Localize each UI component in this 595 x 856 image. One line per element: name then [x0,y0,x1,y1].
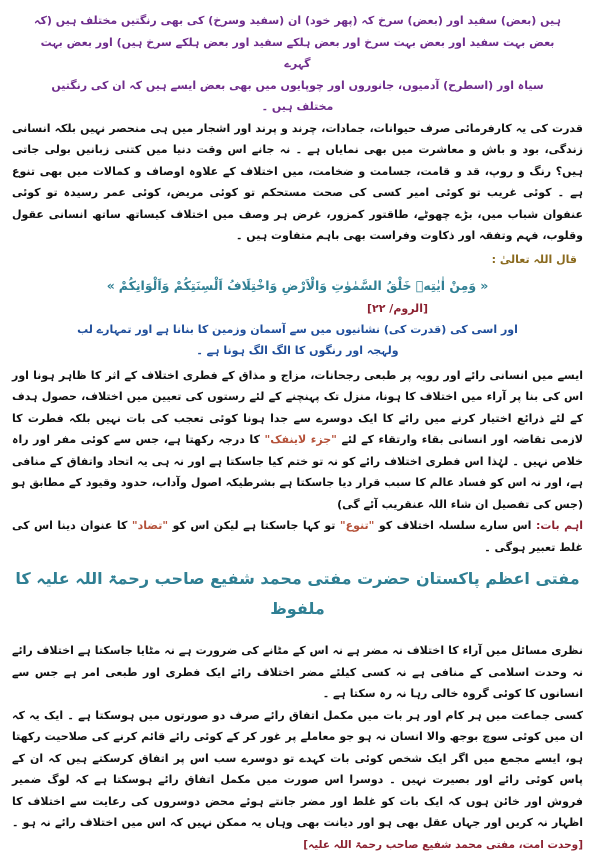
paragraph-text: کا درجہ رکھتا ہے، جس سے کوئی مفر اور راہ خلاص نہیں ۔ لہٰذا اس فطری اختلاف رائے کو نہ تو ختم کیا جاسکتا ہے اور نہ ہی یہ اتحاد واتفاق کے منافی ہے، اور نہ اس کو فساد عالم کا سبب قرار دیا جاسکتا ہے بشرطیکہ اصول وآداب، حدود وقیود کے مطابق ہو (جس کی تفصیل ان شاء اللہ عنقریب آئے گی) [12,433,583,511]
quran-ayah [12,273,583,299]
note-text: کا عنوان دینا اس کی غلط تعبیر ہوگی ۔ [12,519,583,554]
paragraph-mufti-quote-1: نظری مسائل میں آراء کا اختلاف نہ مضر ہے نہ اس کے مٹانے کی ضرورت ہے نہ مٹایا جاسکتا ہے اختلاف رائے نہ وحدت اسلامی کے منافی ہے نہ کسی کیلئے مضر اختلاف رائے ایک فطری اور طبعی امر ہے جس سے انسانوں کا کوئی گروہ خالی رہا نہ رہ سکتا ہے ۔ [12,640,583,705]
highlight-term: "جزء لاینفک" [265,433,337,446]
paragraph-text: کسی جماعت میں ہر کام اور ہر بات میں مکمل اتفاق رائے صرف دو صورتوں میں ہوسکتا ہے ۔ ایک یہ کہ ان میں کوئی سوچ بوجھ والا انسان نہ ہو جو معاملے پر غور کر کے کوئی رائے قائم کرنے کی صلاحیت رکھتا ہو، ایسے مجمع میں اگر ایک شخص کوئی بات کہدے تو دوسرے سب اس پر اتفاق کرسکتے ہیں کہ ان کے پاس کوئی رائے اور بصیرت نہیں ۔ دوسرا اس صورت میں مکمل اتفاق رائے ہوسکتا ہے کہ لوگ ضمیر فروش اور خائن ہوں کہ ایک بات کو غلط اور مضر جانتے ہوئے محض دوسروں کی رعایت سے اختلاف کا اظہار نہ کریں اور جہاں عقل بھی ہو اور دیانت بھی وہاں یہ ممکن نہیں کہ اس میں اختلاف رائے نہ ہو ۔ [12,709,583,830]
intro-line: بعض بہت سفید اور بعض بہت سرخ اور بعض ہلکے سفید اور بعض ہلکے سرخ ہیں) اور بعض بہت گہرے [34,32,561,75]
ornament-bracket-left-icon: » [103,278,119,293]
ayah-reference: [الروم/ ۲۲] [12,299,583,319]
important-note [12,515,583,558]
closing-reference: [وحدت امت، مفتی محمد شفیع صاحب رحمۃ اللہ علیہ] [303,839,583,851]
note-text: اس سارے سلسلہ اختلاف کو [379,519,532,532]
ornament-bracket-right-icon: « [476,278,492,293]
note-label: اہم بات: [536,519,583,532]
paragraph-natural-difference [12,365,583,516]
intro-line: ہیں (بعض) سفید اور (بعض) سرخ کہ (پھر خود) ان (سفید وسرخ) کی بھی رنگتیں مختلف ہیں (کہ [34,10,561,32]
ayah-translation: اور اسی کی (قدرت کی) نشانیوں میں سے آسمان وزمین کا بنانا ہے اور تمہارے لب ولہجہ اور رنگوں کا الگ الگ ہونا ہے ۔ [12,319,583,361]
section-heading: مفتی اعظم پاکستان حضرت مفتی محمد شفیع صاحب رحمۃ اللہ علیہ کا ملفوظ [12,564,583,624]
qaal-allah-label: قال اللہ تعالیٰ : [12,249,577,271]
quran-translation-block [12,10,583,118]
term-tazaad: "تضاد" [132,519,168,532]
paragraph-text: ایسے میں انسانی رائے اور رویہ پر طبعی رجحانات، مزاج و مذاق کے فطری اختلاف کے اثر کا ظاہر ہونا اور اس کی بنا پر آراء میں اختلاف کا ہونا، منزل تک پہنچنے کے لئے رستوں کی تعیین میں اختلاف، حصول ہدف کے لئے ذرائع اختیار کرنے میں رائے کا ایک دوسرے سے جدا ہونا کوئی تعجب کی بات نہیں بلکہ فطرت کا لازمی تقاضہ اور انسانی بقاء وارتقاء کے لئے [12,369,583,447]
note-text: تو کہا جاسکتا ہے لیکن اس کو [173,519,336,532]
paragraph-mufti-quote-2 [12,705,583,856]
ayah-text: وَمِنْ اٰيٰتِهٖ خَلْقُ السَّمٰوٰتِ وَالْاَرْضِ وَاخْتِلَافُ اَلْسِنَتِكُمْ وَاَلْوَانِكُمْ [119,278,476,293]
paragraph-creation-diversity: قدرت کی یہ کارفرمائی صرف حیوانات، جمادات، چرند و پرند اور اشجار میں ہی منحصر نہیں بلکہ انسانی زندگی، بود و باش و معاشرت میں بھی نمایاں ہے ۔ نہ جانے اس وقت دنیا میں کتنی زبانیں بولی جاتی ہیں؟ رنگ و روپ، قد و قامت، جسامت و ضخامت، میں اختلاف کے علاوہ اوصاف و کمالات میں بھی تنوع ہے ۔ کوئی غریب تو کوئی امیر کسی کی صحت مستحکم تو کوئی مریض، کوئی عمر رسیدہ تو کوئی عنفوان شباب میں، بڑے چھوٹے، طاقتور کمزور، غرض ہر وصف میں اختلاف کیساتھ ساتھ انسانی عقول وقلوب، فہم وتفقہ اور ذکاوت وفراست بھی باہم متفاوت ہیں ۔ [12,118,583,247]
term-tanawwu: "تنوع" [340,519,375,532]
intro-line: سیاہ اور (اسطرح) آدمیوں، جانوروں اور چوپایوں میں بھی بعض ایسے ہیں کہ ان کی رنگتیں مختلف ہیں ۔ [34,75,561,118]
